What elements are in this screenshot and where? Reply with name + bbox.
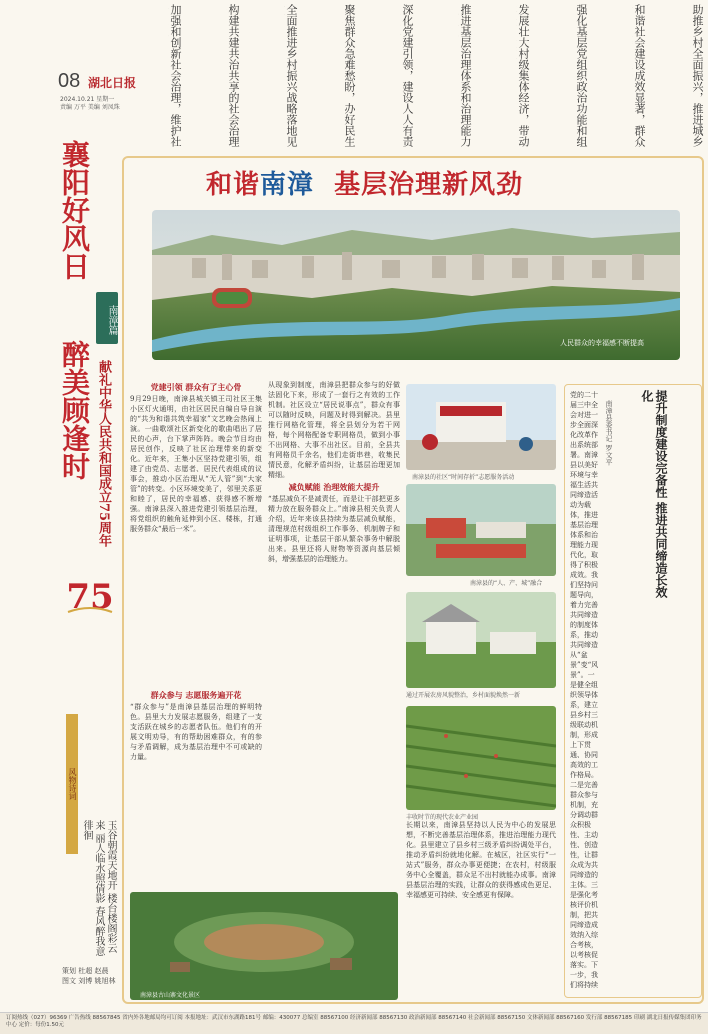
- top-strip-column: 发展壮大村级集体经济，带动: [517, 4, 530, 147]
- section-tag: 南漳篇: [106, 305, 117, 335]
- article-column-4: [406, 820, 556, 1000]
- slogan-line-1: 襄阳好风日: [58, 140, 91, 280]
- photo-farm-fields: [406, 706, 556, 810]
- top-strip-column: 全面推进乡村振兴战略落地见: [285, 4, 298, 147]
- editor-credits: 策划 杜超 赵晨 图文 刘博 姚旭林: [62, 967, 116, 985]
- photo-caption-4: 丰收时节的现代农业产业园: [406, 814, 479, 821]
- photo-industrial-park: [406, 484, 556, 576]
- subheading-2: 群众参与 志愿服务遍开花: [150, 690, 242, 700]
- page-number: 08: [58, 70, 81, 92]
- top-strip-column: 加强和创新社会治理，维护社: [169, 4, 182, 147]
- poem-text: 玉谷朝霞天地开 楼台楼阁彩云来 丽人临水照倩影 春风醉我意徘徊: [81, 820, 116, 957]
- logo-75-text: 75: [66, 577, 114, 617]
- top-strip-column: 深化党建引领，建设人人有责: [401, 4, 414, 147]
- page-headline: [206, 164, 523, 201]
- publication-date: 2024.10.21 星期一 责编 万平 美编 刘凤珠: [60, 96, 120, 111]
- column-2-text: “群众参与”是南漳县基层治理的鲜明特色。县里大力发展志愿服务，组建了一支支活跃在城乡的志愿者队伍。他们有的开展文明劝导，有的帮助困难群众，有的参与矛盾调解，成为基层治理中不可或缺的力量。: [130, 703, 262, 761]
- photo-volunteer-activity: [406, 384, 556, 470]
- photo-caption-3: 通过开展农房风貌整治，乡村面貌焕然一新: [406, 692, 521, 699]
- photo-ancient-village: [130, 892, 398, 1000]
- photo-caption-1: 南漳县的社区“时间存折”志愿服务活动: [412, 474, 515, 481]
- anniversary-75-logo: [64, 574, 116, 618]
- top-strip-column: 和谐社会建设成效显著，群众: [633, 4, 646, 147]
- top-strip-columns: [120, 4, 704, 154]
- article-column-3: [268, 380, 400, 760]
- top-strip-column: 助推乡村全面振兴，推进城乡: [691, 4, 704, 147]
- subheading-3: 减负赋能 治理效能大提升: [288, 482, 380, 492]
- article-column-1: [130, 380, 262, 610]
- hero-caption: 人民群众的幸福感不断提高: [560, 339, 644, 347]
- column-1-text: 9月29日晚，南漳县城关镇王司社区王集小区灯火通明，由社区居民自编自导自演的“共为和谐共筑幸福家”文艺晚会热闹上演。一曲歌颂社区新变化的歌曲唱出了居民的心声，台下掌声阵阵。晚会节目均由居民创作，反映了社区治理带来的新变化。近年来，王集小区坚持党建引领，组建了由党员、志愿者、居民代表组成的议事会，推动小区治理从“无人管”到“大家管”的转变。小区环境变美了，邻里关系更和睦了，居民的幸福感、获得感不断增强。南漳县深入推进党建引领基层治理，将党组织的触角延伸到小区、楼栋，打通服务群众“最后一米”。: [130, 395, 262, 533]
- commentary-author: 南漳县委书记 罗文平: [605, 400, 613, 466]
- headline-part-3: 基层治理新风劲: [334, 170, 524, 200]
- photo-caption-5: 南漳县古山寨文化景区: [140, 992, 201, 999]
- paper-name: 湖北日报: [88, 76, 137, 90]
- article-column-2: [130, 688, 262, 888]
- top-strip-column: 构建共建共治共享的社会治理: [227, 4, 240, 147]
- top-strip-column: 推进基层治理体系和治理能力: [459, 4, 472, 147]
- subheading-1: 党建引领 群众有了主心骨: [150, 382, 242, 392]
- top-strip-column: 强化基层党组织政治功能和组: [575, 4, 588, 147]
- column-5-text: 长期以来，南漳县坚持以人民为中心的发展思想，不断完善基层治理体系，推进治理能力现代化。县里建立了县乡村三级矛盾纠纷调处平台，推动矛盾纠纷就地化解。在城区，社区实行“一站式”服务，群众办事更便捷；在农村，村级服务中心全覆盖，群众足不出村就能办成事。南漳县基层治理的实践，让群众的获得感成色更足、幸福感更可持续、安全感更有保障。: [406, 821, 556, 899]
- slogan-line-2: 醉美顾逢时: [58, 340, 91, 480]
- headline-part-1: 和谐: [206, 170, 261, 200]
- column-3-text: 从现象到制度，南漳县把群众参与的好做法固化下来，形成了一套行之有效的工作机制。社区设立“居民说事点”，群众有事可以随时反映，问题及时得到解决。县里推行网格化管理，将全县划分为若干网格，每个网格配备专职网格员，做到小事不出网格、大事不出社区。目前，全县共有网格员千余名，他们走街串巷，收集民情民意，化解矛盾纠纷，让基层治理更加精细。: [268, 381, 400, 479]
- top-strip-column: 聚焦群众急难愁盼，办好民生: [343, 4, 356, 147]
- poem-tag: 风物诗词: [66, 714, 78, 854]
- photo-village-houses: [406, 592, 556, 688]
- tribute-line: 献礼中华人民共和国成立75周年: [96, 360, 111, 548]
- footer-info: 订阅热线（027）96369 广告热线 88567845 省内外各地邮局均可订阅 本报地址：武汉市东湖路181号 邮编：430077 总编室 88567100 经济新闻部 88567130 政治新闻部 88567140 社会新闻部 88567150 文体新闻部 88567160 发行部 88567185 印刷 湖北日报传媒集团印务中心 定价：每份1.50元: [0, 1012, 708, 1034]
- column-4-text: “基层减负不是减责任，而是让干部把更多精力放在服务群众上。”南漳县相关负责人介绍，近年来该县持续为基层减负赋能，清理规范村级组织工作事务、机制牌子和证明事项，让基层干部从繁杂事务中解脱出来。县里还将人财物等资源向基层倾斜，增强基层的治理能力。: [268, 495, 400, 563]
- commentary-title: 提升制度建设完备性 推进共同缔造长效化: [640, 390, 668, 599]
- commentary-text: 党的二十届三中全会对进一步全面深化改革作出系统部署。南漳县以美好环境与幸福生活共同缔造活动为载体，推进基层治理体系和治理能力现代化，取得了积极成效。我们坚持问题导向，着力完善共同缔造的制度体系，推动共同缔造从“盆景”变“风景”。一是健全组织领导体系，建立县乡村三级联动机制，形成上下贯通、协同高效的工作格局。二是完善群众参与机制，充分调动群众积极性、主动性、创造性，让群众成为共同缔造的主体。三是强化考核评价机制，把共同缔造成效纳入综合考核，以考核促落实。下一步，我们将持续: [570, 391, 599, 989]
- headline-part-2: 南漳: [260, 170, 315, 200]
- photo-caption-2: 南漳县的“人、产、城”融合: [470, 580, 543, 587]
